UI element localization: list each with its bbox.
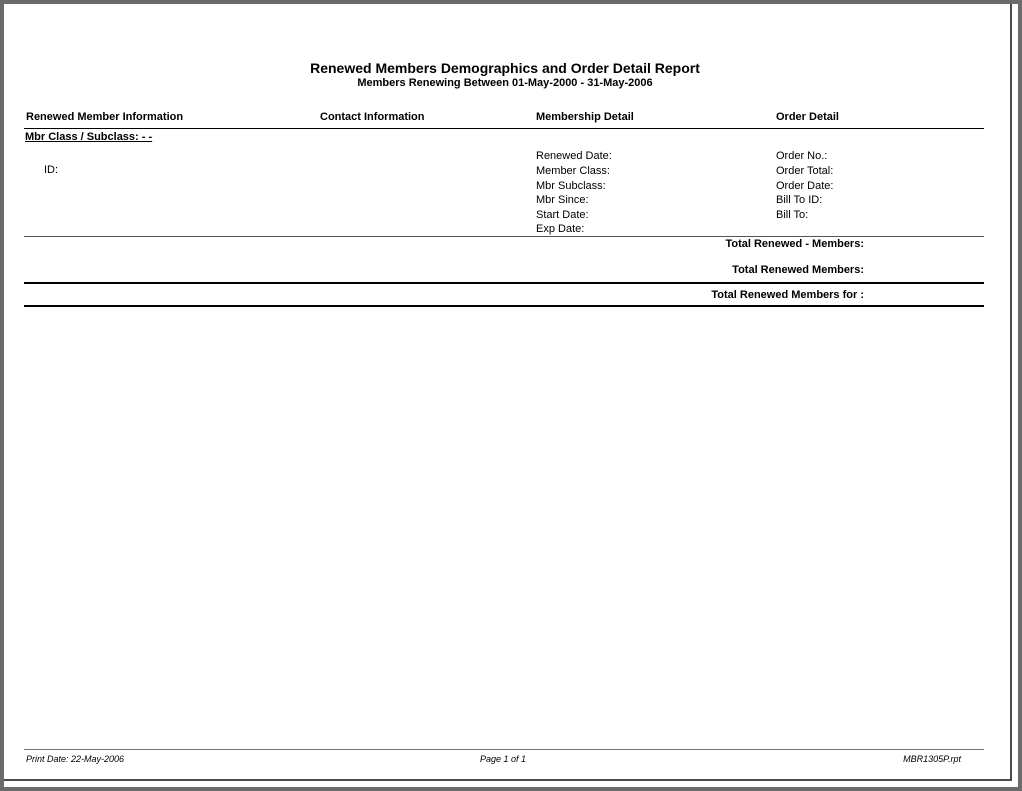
exp-date-label: Exp Date: xyxy=(536,223,585,235)
bill-to-label: Bill To: xyxy=(776,209,809,221)
mbr-since-label: Mbr Since: xyxy=(536,194,589,206)
column-header-member-info: Renewed Member Information xyxy=(26,111,184,123)
column-header-contact-info: Contact Information xyxy=(320,111,425,123)
class-total-label: Total Renewed Members: xyxy=(732,264,864,276)
report-subtitle: Members Renewing Between 01-May-2000 - 31-May-2006 xyxy=(357,77,653,89)
footer-divider xyxy=(24,749,984,750)
mbr-subclass-label: Mbr Subclass: xyxy=(536,180,606,192)
print-date: Print Date: 22-May-2006 xyxy=(26,754,125,764)
order-date-label: Order Date: xyxy=(776,180,834,192)
column-header-order-detail: Order Detail xyxy=(776,111,839,123)
order-no-label: Order No.: xyxy=(776,150,828,162)
order-total-label: Order Total: xyxy=(776,165,834,177)
member-id-label: ID: xyxy=(44,164,59,176)
grand-total-label: Total Renewed Members for : xyxy=(711,289,864,301)
header-divider xyxy=(24,128,984,129)
report-file-name: MBR1305P.rpt xyxy=(903,754,961,764)
start-date-label: Start Date: xyxy=(536,209,589,221)
bill-to-id-label: Bill To ID: xyxy=(776,194,823,206)
column-header-membership-detail: Membership Detail xyxy=(536,111,634,123)
member-class-label: Member Class: xyxy=(536,165,610,177)
renewed-date-label: Renewed Date: xyxy=(536,150,612,162)
report-title: Renewed Members Demographics and Order Detail Report xyxy=(310,60,700,76)
subclass-total-label: Total Renewed - Members: xyxy=(725,238,864,250)
grand-total-bottom-rule xyxy=(24,305,984,307)
detail-divider xyxy=(24,236,984,237)
grand-total-top-rule xyxy=(24,282,984,284)
page-number: Page 1 of 1 xyxy=(479,754,527,764)
group-header: Mbr Class / Subclass: - - xyxy=(25,131,153,143)
